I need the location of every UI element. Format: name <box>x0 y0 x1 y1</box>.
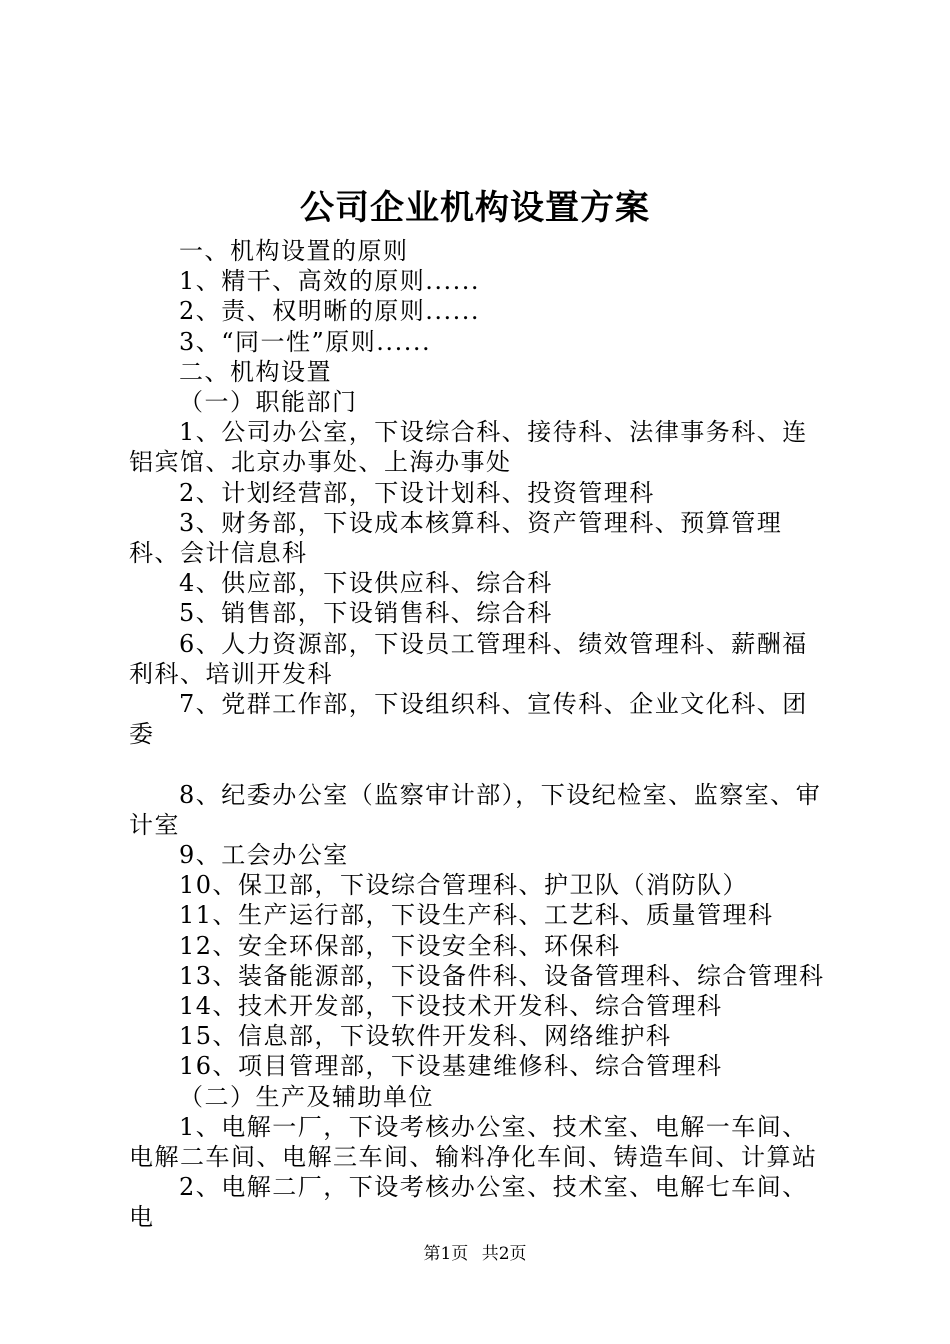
paragraph: 5、销售部，下设销售科、综合科 <box>179 599 553 628</box>
paragraph: 12、安全环保部，下设安全科、环保科 <box>179 931 621 960</box>
page-total: 共2页 <box>481 1244 527 1264</box>
paragraph: 4、供应部，下设供应科、综合科 <box>179 569 553 598</box>
paragraph: 10、保卫部，下设综合管理科、护卫队（消防队） <box>179 871 749 900</box>
document-body <box>129 236 831 1233</box>
paragraph: 1、公司办公室，下设综合科、接待科、法律事务科、连铝宾馆、北京办事处、上海办事处 <box>129 418 808 477</box>
paragraph: 2、计划经营部，下设计划科、投资管理科 <box>179 478 655 507</box>
paragraph: 6、人力资源部，下设员工管理科、绩效管理科、薪酬福利科、培训开发科 <box>129 629 808 688</box>
paragraph: 1、电解一厂，下设考核办公室、技术室、电解一车间、电解二车间、电解三车间、输料净化车间、铸造车间、计算站 <box>129 1112 818 1172</box>
paragraph: 3、“同一性”原则...... <box>179 327 432 356</box>
paragraph: 二、机构设置 <box>179 357 332 386</box>
document-title: 公司企业机构设置方案 <box>300 188 650 228</box>
page-footer <box>0 1242 950 1266</box>
paragraph: 8、纪委办公室（监察审计部），下设纪检室、监察室、审计室 <box>129 780 822 839</box>
paragraph: 11、生产运行部，下设生产科、工艺科、质量管理科 <box>179 901 774 930</box>
paragraph: 9、工会办公室 <box>179 841 349 870</box>
paragraph: 14、技术开发部，下设技术开发科、综合管理科 <box>179 992 723 1021</box>
paragraph: 3、财务部，下设成本核算科、资产管理科、预算管理科、会计信息科 <box>129 508 783 568</box>
paragraph: 一、机构设置的原则 <box>179 237 409 265</box>
paragraph: （一）职能部门 <box>179 388 358 417</box>
paragraph: 2、责、权明晰的原则...... <box>179 297 481 326</box>
paragraph: 1、精干、高效的原则...... <box>179 267 481 296</box>
paragraph: （二）生产及辅助单位 <box>179 1082 434 1111</box>
paragraph: 15、信息部，下设软件开发科、网络维护科 <box>179 1022 672 1051</box>
paragraph: 16、项目管理部，下设基建维修科、综合管理科 <box>179 1052 723 1081</box>
page-number: 第1页 <box>423 1244 469 1264</box>
paragraph: 7、党群工作部，下设组织科、宣传科、企业文化科、团委 <box>129 690 808 749</box>
paragraph: 2、电解二厂，下设考核办公室、技术室、电解七车间、电 <box>129 1173 808 1232</box>
paragraph: 13、装备能源部，下设备件科、设备管理科、综合管理科 <box>179 961 825 990</box>
